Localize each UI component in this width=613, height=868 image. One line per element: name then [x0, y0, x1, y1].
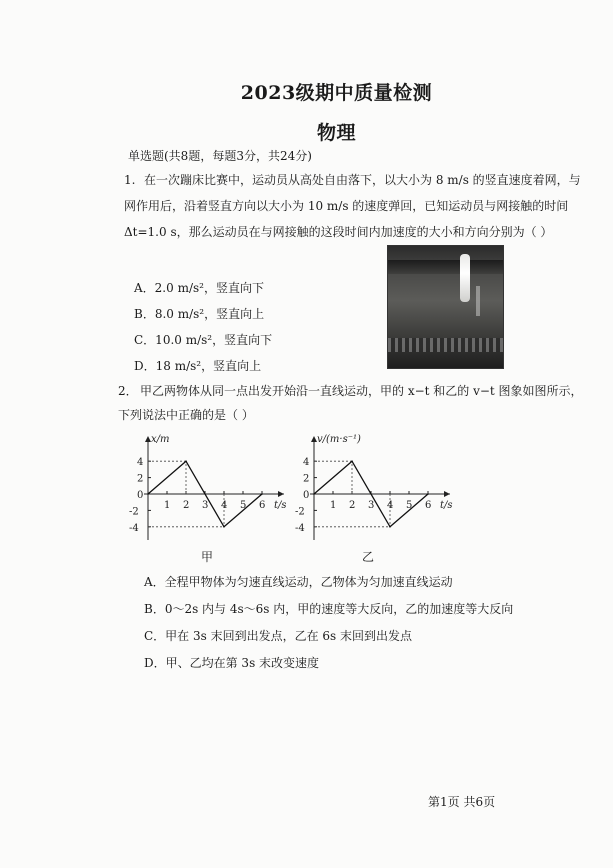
exam-title: 2023级期中质量检测 [240, 82, 433, 104]
x-tick-label: 6 [425, 500, 432, 511]
q2-option-b: B．0～2s 内与 4s～6s 内，甲的速度等大反向，乙的加速度等大反向 [144, 602, 514, 616]
section-header: 单选题(共8题，每题3分，共24分) [128, 149, 312, 163]
x-tick-label: 2 [183, 500, 190, 511]
x-tick-label: 5 [406, 500, 413, 511]
graph-yi [292, 430, 467, 569]
data-point [185, 460, 187, 462]
x-axis-label: t/s [274, 500, 286, 511]
data-point [427, 493, 429, 495]
x-tick-label: 4 [221, 500, 228, 511]
data-point [223, 526, 225, 528]
y-tick-label: 2 [303, 473, 310, 485]
q2-line-1: 甲乙两物体从同一点出发开始沿一直线运动，甲的 x−t 和乙的 v−t 图象如图所示， [140, 384, 583, 398]
y-axis-label: v/(m·s⁻¹) [317, 434, 361, 445]
q2-line-2: 下列说法中正确的是（ ） [118, 408, 254, 422]
photo-athlete [460, 254, 470, 302]
q2-option-d: D．甲、乙均在第 3s 末改变速度 [144, 656, 320, 670]
page-footer: 第1页 共6页 [428, 795, 496, 809]
y-tick-label: 2 [137, 473, 144, 485]
data-point [261, 493, 263, 495]
x-tick-label: 3 [202, 500, 209, 511]
q1-number: 1. [124, 173, 136, 187]
q1-option-b: B．8.0 m/s²，竖直向上 [134, 307, 265, 321]
y-tick-label: -2 [129, 506, 139, 518]
q1-option-a: A．2.0 m/s²，竖直向下 [134, 281, 264, 295]
q2-number: 2． [118, 384, 138, 398]
y-tick-label: -4 [129, 522, 139, 534]
x-tick-label: 5 [240, 500, 247, 511]
q1-line-1: 在一次蹦床比赛中，运动员从高处自由落下，以大小为 8 m/s 的竖直速度着网，与 [144, 173, 581, 187]
q2-option-a: A．全程甲物体为匀速直线运动，乙物体为匀加速直线运动 [144, 575, 453, 589]
y-tick-label: -4 [295, 522, 305, 534]
q1-option-d: D．18 m/s²，竖直向上 [134, 359, 262, 373]
x-axis-arrow [444, 491, 450, 497]
q2-option-c: C．甲在 3s 末回到出发点，乙在 6s 末回到出发点 [144, 629, 413, 643]
y-tick-label: 4 [303, 457, 310, 469]
data-point [147, 493, 149, 495]
data-point [389, 526, 391, 528]
q1-line-3: Δt=1.0 s，那么运动员在与网接触的这段时间内加速度的大小和方向分别为（ ） [124, 225, 553, 239]
x-tick-label: 1 [330, 500, 337, 511]
graph-yi-caption: 乙 [362, 550, 375, 564]
x-tick-label: 2 [349, 500, 356, 511]
q1-line-2: 网作用后，沿着竖直方向以大小为 10 m/s 的速度弹回，已知运动员与网接触的时间 [124, 199, 569, 213]
y-tick-label: 0 [137, 490, 144, 501]
photo-beam [388, 260, 503, 274]
y-axis-label: x/m [151, 434, 170, 445]
y-tick-label: -2 [295, 506, 305, 518]
x-tick-label: 1 [164, 500, 171, 511]
x-tick-label: 6 [259, 500, 266, 511]
data-point [351, 460, 353, 462]
x-tick-label: 4 [387, 500, 394, 511]
graph-jia-caption: 甲 [201, 550, 214, 564]
photo-net [388, 338, 503, 352]
q1-option-c: C．10.0 m/s²，竖直向下 [134, 333, 273, 347]
x-axis-label: t/s [440, 500, 453, 511]
photo-highlight [476, 286, 480, 316]
y-tick-label: 0 [303, 490, 310, 501]
x-tick-label: 3 [368, 500, 375, 511]
subject-title: 物理 [316, 122, 356, 144]
data-point [313, 493, 315, 495]
y-tick-label: 4 [137, 457, 144, 469]
trampoline-photo [387, 245, 504, 369]
x-axis-arrow [278, 491, 284, 497]
